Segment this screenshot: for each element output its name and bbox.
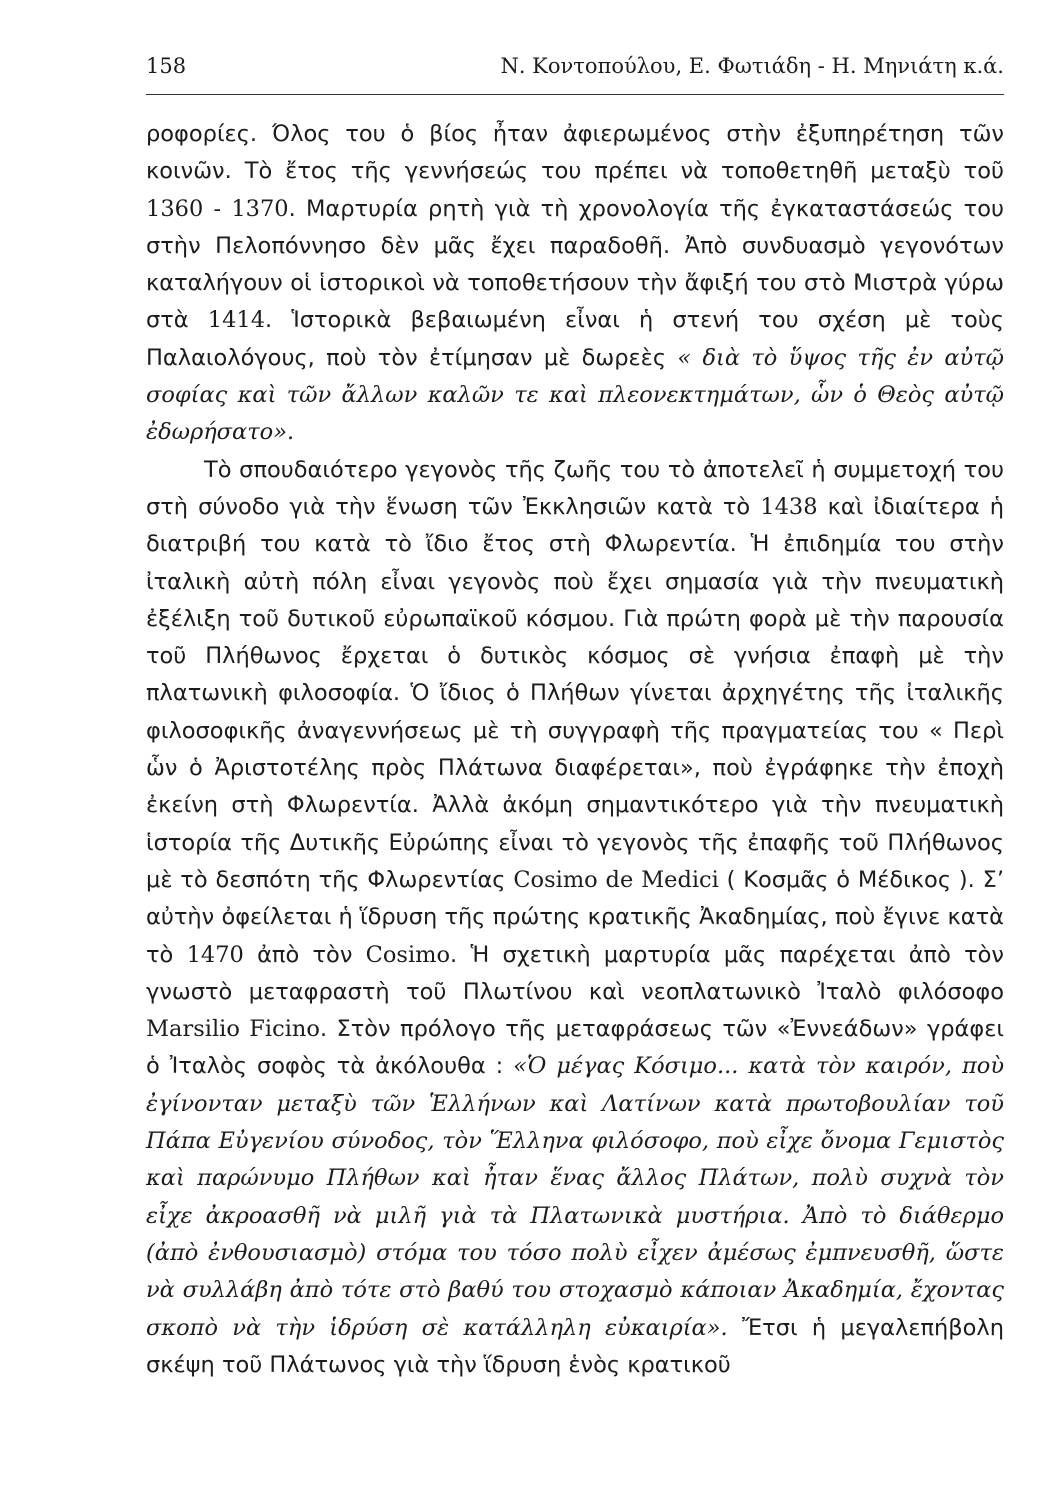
text-segment: καὶ ἰδιαίτερα ἡ διατριβή του κατὰ τὸ ἴδιο ἔτος στὴ Φλωρεντία. Ἡ ἐπιδημία του στὴν ἰταλικὴ αὐτὴ πόλη εἶναι γεγονὸς ποὺ ἔχει σημασία γιὰ τὴν πνευματικὴ ἐξέλιξη τοῦ δυτικοῦ εὐρωπαϊκοῦ κόσμου. Γιὰ πρώτη φορὰ μὲ τὴν παρουσία τοῦ Πλήθωνος ἔρχεται ὁ δυτικὸς κόσμος σὲ γνήσια ἐπαφὴ μὲ τὴν πλατωνικὴ φιλοσοφία. Ὁ ἴδιος ὁ Πλήθων γίνεται ἀρχηγέτης τῆς ἰταλικῆς φιλοσοφικῆς ἀναγεννήσεως μὲ τὴ συγγραφὴ τῆς πραγματείας του « Περὶ ὧν ὁ Ἀριστοτέλης πρὸς Πλάτωνα διαφέρεται», ποὺ ἐγράφηκε τὴν ἐποχὴ ἐκείνη στὴ Φλωρεντία. Ἀλλὰ ἀκόμη σημαντικότερο γιὰ τὴν πνευματικὴ ἱστορία τῆς Δυτικῆς Εὐρώπης εἶναι τὸ γεγονὸς τῆς ἐπαφῆς τοῦ Πλήθωνος μὲ τὸ δεσπότη τῆς Φλωρεντίας (146, 493, 1004, 893)
header-rule (146, 94, 1004, 95)
page-number: 158 (146, 54, 187, 78)
text-segment: 1470 (186, 941, 244, 968)
quotation: « διὰ τὸ ὕψος τῆς ἐν αὐτῷ σοφίας καὶ τῶν ἄλλων καλῶν τε καὶ πλεονεκτημάτων, ὧν ὁ Θεὸς αὐτῷ ἐδωρήσατο». (146, 344, 1004, 446)
text-segment: Ἔτσι ἡ μεγαλεπήβολη σκέψη τοῦ Πλάτωνος γιὰ τὴν ἵδρυση ἑνὸς κρατικοῦ (146, 1314, 1004, 1378)
running-head: Ν. Κοντοπούλου, Ε. Φωτιάδη - Η. Μηνιάτη κ.ά. (500, 54, 1004, 78)
body-text (146, 116, 1004, 1384)
paragraph-2 (146, 452, 1004, 1384)
text-segment: Τὸ σπουδαιότερο γεγονὸς τῆς ζωῆς του τὸ ἀποτελεῖ ἡ συμμετοχή του στὴ σύνοδο γιὰ τὴν ἕνωση τῶν Ἐκκλησιῶν κατὰ τὸ (146, 456, 1004, 520)
text-segment: ἀπὸ τὸν (243, 941, 366, 968)
quotation: «Ὁ μέγας Κόσιμο... κατὰ τὸν καιρόν, ποὺ ἐγίνονταν μεταξὺ τῶν Ἑλλήνων καὶ Λατίνων κατὰ πρωτοβουλίαν τοῦ Πάπα Εὐγενίου σύνοδος, τὸν Ἕλληνα φιλόσοφο, ποὺ εἶχε ὄνομα Γεμιστὸς καὶ παρώνυμο Πλήθων καὶ ἦταν ἕνας ἄλλος Πλάτων, πολὺ συχνὰ τὸν εἶχε ἀκροασθῆ νὰ μιλῆ γιὰ τὰ Πλατωνικὰ μυστήρια. Ἀπὸ τὸ διάθερμο (ἀπὸ ἐνθουσιασμὸ) στόμα του τόσο πολὺ εἶχεν ἀμέσως ἐμπνευσθῆ, ὥστε νὰ συλλάβη ἀπὸ τότε στὸ βαθύ του στοχασμὸ κάποιαν Ἀκαδημία, ἔχοντας σκοπὸ νὰ τὴν ἱδρύση σὲ κατάλληλη εὐκαιρία». (146, 1053, 1005, 1341)
text-segment: 1438 (760, 493, 818, 520)
text-segment: 1360 - 1370 (146, 195, 289, 222)
text-segment: Marsilio Ficino (146, 1016, 320, 1043)
text-segment: . Στὸν πρόλογο τῆς μεταφράσεως τῶν «Ἐννεάδων» γράφει ὁ Ἰταλὸς σοφὸς τὰ ἀκόλουθα : (146, 1016, 1004, 1080)
page-header (146, 44, 1004, 84)
text-segment: Cosimo (365, 941, 451, 968)
paragraph-1 (146, 116, 1004, 452)
text-segment: . Ἡ σχετικὴ μαρτυρία μᾶς παρέχεται ἀπὸ τὸν γνωστὸ μεταφραστὴ τοῦ Πλωτίνου καὶ νεοπλατωνικὸ Ἰταλὸ φιλόσοφο (146, 941, 1004, 1005)
text-segment: ροφορίες. Όλος του ὁ βίος ἦταν ἀφιερωμένος στὴν ἐξυπηρέτηση τῶν κοινῶν. Τὸ ἔτος τῆς γεννήσεώς του πρέπει νὰ τοποθετηθῆ μεταξὺ τοῦ (146, 121, 1004, 185)
text-segment: . Ἱστορικὰ βεβαιωμένη εἶναι ἡ στενή του σχέση μὲ τοὺς Παλαιολόγους, ποὺ τὸν ἐτίμησαν μὲ δωρεὲς (146, 307, 1004, 371)
text-segment: ( Κοσμᾶς ὁ Μέδικος ). Σ’ αὐτὴν ὀφείλεται ἡ ἵδρυση τῆς πρώτης κρατικῆς Ἀκαδημίας, ποὺ ἔγινε κατὰ τὸ (146, 866, 1004, 968)
text-segment: . Μαρτυρία ρητὴ γιὰ τὴ χρονολογία τῆς ἐγκαταστάσεώς του στὴν Πελοπόννησο δὲν μᾶς ἔχει παραδοθῆ. Ἀπὸ συνδυασμὸ γεγονότων καταλήγουν οἱ ἱστορικοὶ νὰ τοποθετήσουν τὴν ἄφιξή του στὸ Μιστρὰ γύρω στὰ (146, 195, 1004, 334)
text-segment: Cosimo de Medici (513, 866, 719, 893)
text-segment: 1414 (207, 307, 266, 334)
